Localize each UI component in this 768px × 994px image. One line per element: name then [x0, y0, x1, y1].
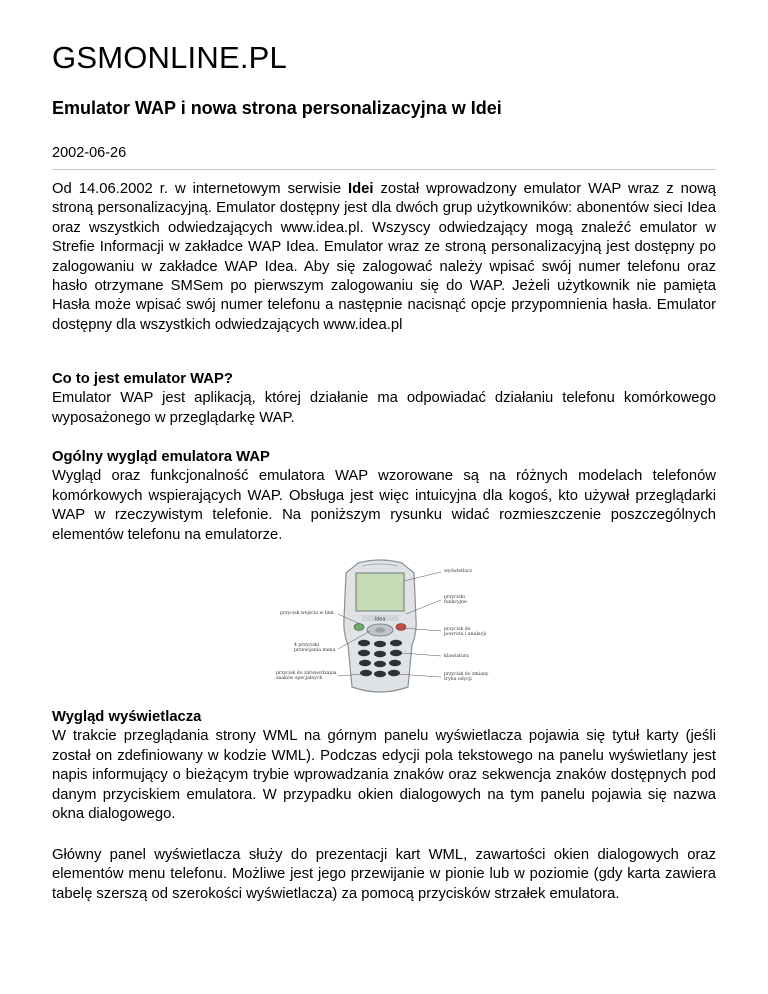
divider	[52, 169, 716, 170]
intro-paragraph	[52, 180, 716, 335]
label-keyboard: klawiatura	[444, 654, 469, 659]
closing-paragraph: Główny panel wyświetlacza służy do prezentacji kart WML, zawartości okien dialogowych oraz elementów menu telefonu. Możliwe jest jego przewijanie w pionie lub w poziomie (gdy karta zawiera tabelę szerszą od szerokości wyświetlacza) za pomocą przycisków strzałek emulatora.	[52, 847, 716, 902]
section-heading: Co to jest emulator WAP?	[52, 371, 233, 387]
section-what-is	[52, 370, 716, 428]
section-heading: Wygląd wyświetlacza	[52, 709, 202, 725]
site-title: GSMONLINE.PL	[52, 40, 287, 75]
section-heading: Ogólny wygląd emulatora WAP	[52, 449, 270, 465]
phone-brand-label: Idea	[374, 616, 386, 623]
intro-text-before: Od 14.06.2002 r. w internetowym serwisie	[52, 181, 349, 197]
intro-bold-link: Idei	[348, 181, 374, 197]
section-text: Emulator WAP jest aplikacją, której działanie ma odpowiadać działaniu telefonu komórkowego wyposażonego w przeglądarkę WAP.	[52, 390, 716, 426]
section-text: Wygląd oraz funkcjonalność emulatora WAP wzorowane są na różnych modelach telefonów komórkowych wspierających WAP. Obsługa jest więc intuicyjna dla kogoś, kto używał przeglądarki WAP w rzeczywistym telefonie. Na poniższym rysunku widać rozmieszczenie poszczególnych elementów telefonu na emulatorze.	[52, 468, 716, 543]
article-date: 2002-06-26	[52, 145, 127, 161]
label-special-chars: przycisk do zatwierdzania znaków specjalnych	[276, 671, 337, 681]
label-function-keys: przyciski funkcyjne	[444, 595, 467, 605]
phone-emulator-figure	[266, 559, 496, 697]
label-scroll-buttons: 4 przyciski przewijania menu	[294, 643, 336, 653]
label-back-cancel: przycisk do powrotu i anulacji	[444, 627, 487, 637]
intro-text-after: został wprowadzony emulator WAP wraz z nową stroną personalizacyjną. Emulator dostępny jest dla dwóch grup użytkowników: abonentów sieci Idea oraz wszystkich odwiedzających www.idea.pl. Wszyscy odwiedzający mogą znaleźć emulator w Strefie Informacji w zakładce WAP Idea. Emulator wraz ze stroną personalizacyjną jest dostępny po zalogowaniu w zakładce WAP Idea. Aby się zalogować należy wpisać swój numer telefonu oraz hasło otrzymane SMSem po pierwszym zalogowaniu się do WAP. Jeżeli użytkownik nie pamięta Hasła może wpisać swój numer telefonu a następnie nacisnąć opcje przypomnienia hasła. Emulator dostępny dla wszystkich odwiedzających www.idea.pl	[52, 181, 716, 333]
label-edit-mode: przycisk do zmiany trybu edycji	[444, 672, 489, 682]
label-display: wyświetlacz	[444, 569, 473, 574]
section-display-look	[52, 708, 716, 824]
label-enter-link: przycisk wejścia w link	[280, 611, 334, 616]
section-text: W trakcie przeglądania strony WML na górnym panelu wyświetlacza pojawia się tytuł karty (jeśli został on zdefiniowany w kodzie WML). Podczas edycji pola tekstowego na panelu wyświetlany jest napis informujący o bieżącym trybie wprowadzania znaków oraz sekwencja znaków dostępnych pod danym przyciskiem emulatora. W przypadku okien dialogowych na tym panelu pojawia się nazwa okna dialogowego.	[52, 728, 716, 823]
section-general-look	[52, 448, 716, 545]
article-title: Emulator WAP i nowa strona personalizacyjna w Idei	[52, 98, 502, 118]
